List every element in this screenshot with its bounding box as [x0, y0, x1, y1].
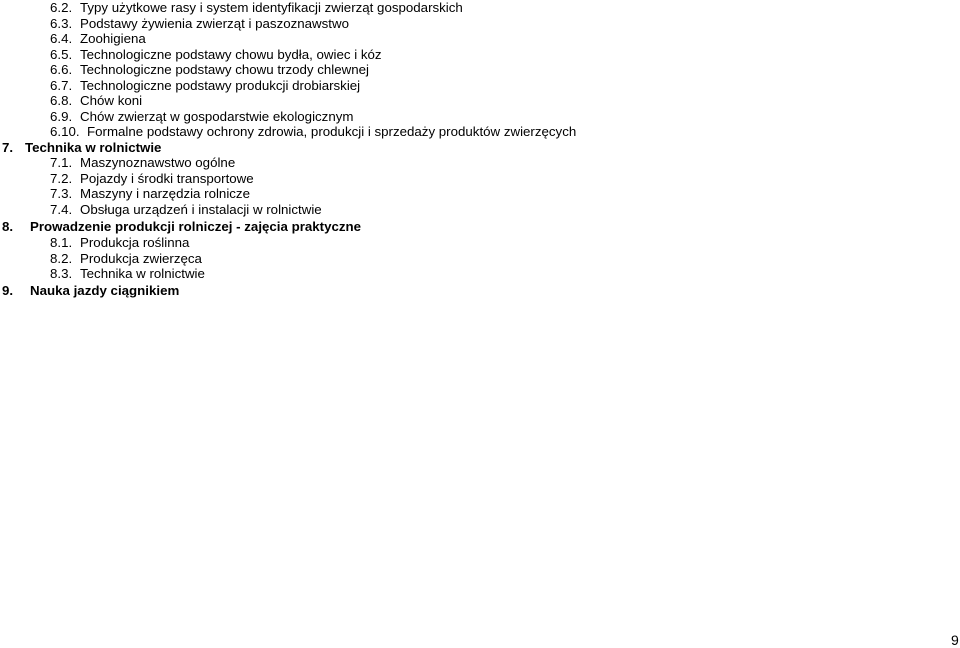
toc-entry-title: Produkcja zwierzęca — [80, 250, 202, 266]
toc-entry-number: 7.2. — [50, 170, 73, 186]
toc-entry-number: 7.1. — [50, 155, 73, 170]
toc-chapter-number: 9. — [2, 283, 14, 298]
toc-entry-title: Obsługa urządzeń i instalacji w rolnictwie — [80, 201, 322, 217]
toc-entry-title: Produkcja roślinna — [80, 235, 190, 250]
toc-entry-number: 6.7. — [50, 77, 73, 93]
toc-entry-title: Podstawy żywienia zwierząt i paszoznawstwo — [80, 15, 350, 31]
toc-entry-number: 8.1. — [50, 235, 73, 250]
toc-entry-title: Technika w rolnictwie — [80, 266, 205, 281]
toc-entry-number: 8.2. — [50, 250, 73, 266]
toc-entry-title: Chów zwierząt w gospodarstwie ekologicznym — [80, 108, 354, 124]
page-number: 9 — [951, 632, 959, 648]
toc-entry-title: Maszynoznawstwo ogólne — [80, 155, 236, 170]
toc-entry-number: 6.8. — [50, 93, 73, 108]
toc-entry-title: Typy użytkowe rasy i system identyfikacji zwierząt gospodarskich — [80, 0, 463, 15]
toc-entry-title: Technologiczne podstawy chowu bydła, owiec i kóz — [80, 46, 382, 62]
toc-entry-number: 6.2. — [50, 0, 73, 15]
toc-chapter-number: 8. — [2, 219, 14, 234]
toc-entry-number: 7.3. — [50, 186, 73, 201]
toc-chapter-title: Prowadzenie produkcji rolniczej - zajęcia praktyczne — [30, 219, 362, 234]
toc-chapter-title: Nauka jazdy ciągnikiem — [30, 283, 180, 298]
toc-chapter-number: 7. — [2, 139, 14, 155]
toc-entry-number: 6.3. — [50, 15, 73, 31]
toc-entry-number: 6.5. — [50, 46, 73, 62]
toc-entry-number: 6.6. — [50, 62, 73, 77]
toc-entry-title: Chów koni — [80, 93, 143, 108]
toc-entry-title: Maszyny i narzędzia rolnicze — [80, 186, 250, 201]
toc-entry-title: Technologiczne podstawy produkcji drobiarskiej — [80, 77, 361, 93]
toc-entry-title: Zoohigiena — [80, 31, 146, 46]
toc-entry-title: Pojazdy i środki transportowe — [80, 170, 254, 186]
toc-entry-number: 6.4. — [50, 31, 73, 46]
toc-entry-title: Technologiczne podstawy chowu trzody chlewnej — [80, 62, 369, 77]
toc-chapter-title: Technika w rolnictwie — [25, 139, 162, 155]
toc-entry-number: 7.4. — [50, 201, 73, 217]
toc-entry-number: 6.10. — [50, 124, 80, 139]
toc-entry-number: 8.3. — [50, 266, 73, 281]
toc-entry-title: Formalne podstawy ochrony zdrowia, produkcji i sprzedaży produktów zwierzęcych — [87, 124, 577, 139]
toc-entry-number: 6.9. — [50, 108, 73, 124]
